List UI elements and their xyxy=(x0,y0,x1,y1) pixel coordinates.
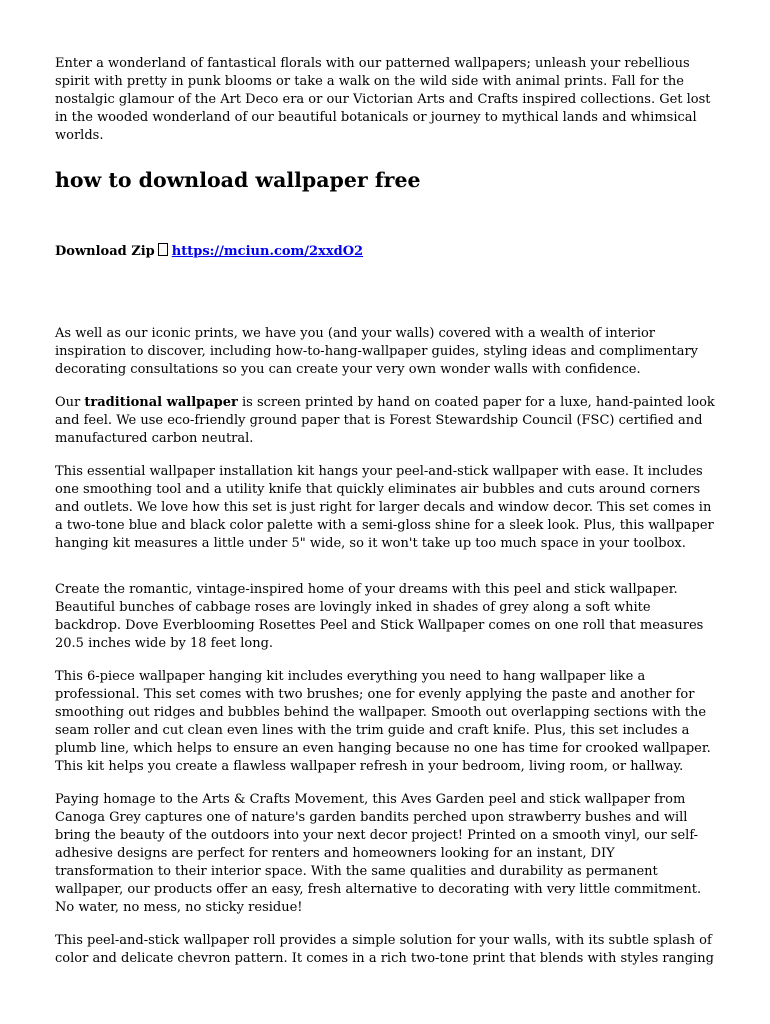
paragraph-traditional xyxy=(55,394,715,448)
download-label: Download Zip xyxy=(55,244,155,259)
arrow-icon xyxy=(158,243,168,256)
download-line xyxy=(55,243,715,261)
paragraph-hanging-kit: This 6-piece wallpaper hanging kit includes everything you need to hang wallpaper like a professional. This set comes with two brushes; one for evenly applying the paste and another for smoothing out ridges and bubbles behind the wallpaper. Smooth out overlapping sections with the seam roller and cut clean even lines with the trim guide and craft knife. Plus, this set includes a plumb line, which helps to ensure an even hanging because no one has time for crooked wallpaper. This kit helps you create a flawless wallpaper refresh in your bedroom, living room, or hallway. xyxy=(55,669,711,774)
paragraph-chevron: This peel-and-stick wallpaper roll provides a simple solution for your walls, with its subtle splash of color and delicate chevron pattern. It comes in a rich two-tone print that blends with styles ranging xyxy=(55,933,714,966)
paragraph-traditional-pre: Our xyxy=(55,395,85,410)
paragraph-traditional-bold: traditional wallpaper xyxy=(84,395,238,410)
paragraph-traditional-post: is screen printed by hand on coated paper for a luxe, hand-painted look and feel. We use eco-friendly ground paper that is Forest Stewardship Council (FSC) certified and manufactured carbon neutral. xyxy=(55,395,715,446)
document-page xyxy=(55,55,715,968)
intro-paragraph: Enter a wonderland of fantastical florals with our patterned wallpapers; unleash your rebellious spirit with pretty in punk blooms or take a walk on the wild side with animal prints. Fall for the nostalgic glamour of the Art Deco era or our Victorian Arts and Crafts inspired collections. Get lost in the wooded wonderland of our beautiful botanicals or journey to mythical lands and whimsical worlds. xyxy=(55,56,711,143)
page-heading: how to download wallpaper free xyxy=(55,168,421,192)
download-link[interactable]: https://mciun.com/2xxdO2 xyxy=(171,244,364,259)
paragraph-installation-kit: This essential wallpaper installation kit hangs your peel-and-stick wallpaper with ease. It includes one smoothing tool and a utility knife that quickly eliminates air bubbles and cuts around corners and outlets. We love how this set is just right for larger decals and window decor. This set comes in a two-tone blue and black color palette with a semi-gloss shine for a sleek look. Plus, this wallpaper hanging kit measures a little under 5" wide, so it won't take up too much space in your toolbox. xyxy=(55,464,714,551)
paragraph-inspiration: As well as our iconic prints, we have you (and your walls) covered with a wealth of interior inspiration to discover, including how-to-hang-wallpaper guides, styling ideas and complimentary decorating consultations so you can create your very own wonder walls with confidence. xyxy=(55,326,699,377)
paragraph-aves-garden: Paying homage to the Arts & Crafts Movement, this Aves Garden peel and stick wallpaper from Canoga Grey captures one of nature's garden bandits perched upon strawberry bushes and will bring the beauty of the outdoors into your next decor project! Printed on a smooth vinyl, our self-adhesive designs are perfect for renters and homeowners looking for an instant, DIY transformation to their interior space. With the same qualities and durability as permanent wallpaper, our products offer an easy, fresh alternative to decorating with very little commitment. No water, no mess, no sticky residue! xyxy=(55,792,702,915)
paragraph-rosettes: Create the romantic, vintage-inspired home of your dreams with this peel and stick wallpaper. Beautiful bunches of cabbage roses are lovingly inked in shades of grey along a soft white backdrop. Dove Everblooming Rosettes Peel and Stick Wallpaper comes on one roll that measures 20.5 inches wide by 18 feet long. xyxy=(55,582,704,651)
